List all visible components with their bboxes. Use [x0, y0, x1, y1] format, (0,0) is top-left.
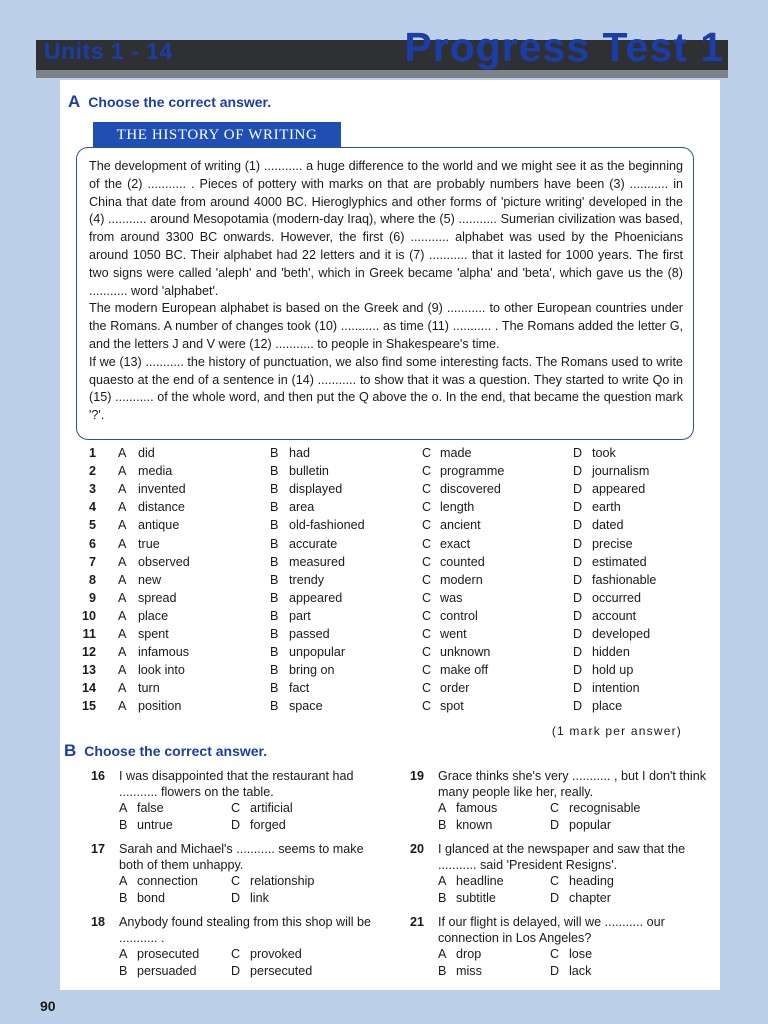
question-options	[438, 946, 708, 980]
option-a[interactable]: observed	[138, 554, 190, 569]
option-a[interactable]: infamous	[138, 645, 190, 660]
question-text: If our flight is delayed, will we ........... our connection in Los Angeles?	[438, 915, 665, 945]
option-letter-a: A	[438, 801, 447, 815]
option-c[interactable]: provoked	[250, 947, 302, 961]
option-letter-a: A	[118, 554, 127, 569]
question-number: 2	[88, 464, 96, 479]
option-row	[76, 464, 696, 482]
option-d[interactable]: hold up	[592, 663, 634, 678]
option-d[interactable]: fashionable	[592, 572, 657, 587]
option-letter-b: B	[270, 446, 279, 460]
option-d[interactable]: popular	[569, 818, 612, 832]
option-letter-d: D	[573, 500, 583, 515]
option-d[interactable]: account	[592, 608, 637, 623]
page-number: 90	[40, 998, 56, 1014]
option-a[interactable]: place	[138, 608, 169, 623]
option-b[interactable]: bulletin	[289, 464, 329, 479]
option-d[interactable]: lack	[569, 964, 592, 978]
question-options	[438, 873, 708, 907]
option-letter-c: C	[422, 464, 432, 479]
question-text: I glanced at the newspaper and saw that the ........... said 'President Resigns'.	[438, 842, 686, 872]
option-letter-c: C	[231, 801, 241, 815]
option-c[interactable]: lose	[569, 947, 593, 961]
option-letter-a: A	[119, 801, 128, 815]
option-letter-b: B	[270, 590, 279, 605]
option-c[interactable]: recognisable	[569, 801, 641, 815]
question-number: 3	[88, 482, 96, 497]
option-row	[76, 573, 696, 591]
marks-note: (1 mark per answer)	[551, 724, 682, 738]
question-number: 20	[409, 842, 424, 856]
passage-paragraph-2: The modern European alphabet is based on the Greek and (9) ........... to other European countries under the Romans. A number of changes took (10) ........... as time (11) ........... . The Romans added the letter G, and the letters J and V were (12) ........... to people in Shakespeare's time.	[89, 301, 683, 351]
option-letter-b: B	[270, 608, 279, 623]
option-b[interactable]: trendy	[289, 572, 325, 587]
question-options	[119, 800, 389, 834]
question-number: 16	[90, 769, 105, 783]
question-number: 10	[81, 608, 96, 623]
option-letter-b: B	[270, 699, 279, 714]
option-b[interactable]: subtitle	[456, 891, 496, 905]
option-letter-b: B	[438, 818, 447, 832]
option-letter-d: D	[573, 446, 583, 460]
option-letter-b: B	[270, 464, 279, 479]
question-item	[90, 768, 389, 834]
section-a-instruction: Choose the correct answer.	[88, 94, 272, 110]
question-item	[409, 914, 708, 980]
option-letter-b: B	[119, 818, 128, 832]
section-a-letter: A	[68, 92, 81, 111]
option-c[interactable]: relationship	[250, 874, 315, 888]
option-letter-a: A	[118, 572, 127, 587]
option-c[interactable]: control	[440, 608, 478, 623]
question-text: Grace thinks she's very ........... , but I don't think many people like her, really.	[438, 769, 706, 799]
option-letter-d: D	[573, 681, 583, 696]
option-row	[76, 591, 696, 609]
option-b[interactable]: miss	[456, 964, 482, 978]
option-letter-b: B	[270, 572, 279, 587]
option-a[interactable]: false	[137, 801, 164, 815]
option-letter-b: B	[270, 663, 279, 678]
option-letter-d: D	[573, 536, 583, 551]
section-b-letter: B	[64, 741, 77, 760]
question-text: Anybody found stealing from this shop will be ........... .	[119, 915, 372, 945]
option-letter-a: A	[119, 874, 128, 888]
option-letter-d: D	[550, 891, 560, 905]
option-letter-c: C	[422, 699, 432, 714]
question-number: 18	[90, 915, 105, 929]
option-letter-c: C	[550, 874, 560, 888]
option-b[interactable]: appeared	[289, 590, 343, 605]
option-b[interactable]: accurate	[289, 536, 338, 551]
option-row	[76, 663, 696, 681]
option-letter-a: A	[118, 464, 127, 479]
option-letter-b: B	[270, 627, 279, 641]
question-number: 7	[88, 554, 96, 569]
option-d[interactable]: intention	[592, 681, 640, 696]
passage-paragraph-1: The development of writing (1) ........... a huge difference to the world and we might see it as the beginning of the (2) ........... . Pieces of pottery with marks on that are probably numbers have been (3) ........... in China that date from around 4000 BC. Hieroglyphics and other forms of 'picture writing' developed in the (4) ........... around Mesopotamia (modern-day Iraq), where the (5) ........... Sumerian civilization was based, from around 3300 BC onwards. However, the first (6) ........... alphabet was used by the Phoenicians around 1050 BC. Their alphabet had 22 letters and it is (7) ........... that it lasted for 1000 years. The first two signs were called 'aleph' and 'beth', which in Greek became 'alpha' and 'beta', which gave us the (8) ........... word 'alphabet'.	[89, 159, 683, 298]
question-number: 6	[88, 536, 96, 551]
section-b-heading	[64, 741, 267, 761]
option-d[interactable]: estimated	[592, 554, 647, 569]
option-a[interactable]: turn	[138, 681, 160, 696]
option-b[interactable]: had	[289, 446, 311, 460]
option-letter-a: A	[118, 536, 127, 551]
question-number: 12	[81, 645, 96, 660]
option-a[interactable]: media	[138, 464, 173, 479]
option-letter-c: C	[422, 627, 432, 641]
question-item	[90, 914, 389, 980]
option-row	[76, 482, 696, 500]
option-letter-c: C	[422, 482, 432, 497]
option-b[interactable]: unpopular	[289, 645, 346, 660]
option-a[interactable]: connection	[137, 874, 198, 888]
option-b[interactable]: passed	[289, 627, 330, 641]
option-a[interactable]: position	[138, 699, 182, 714]
option-d[interactable]: place	[592, 699, 623, 714]
question-number: 4	[88, 500, 96, 515]
question-number: 17	[90, 842, 105, 856]
question-item	[90, 841, 389, 907]
question-number: 9	[88, 590, 96, 605]
option-letter-a: A	[438, 874, 447, 888]
page-title: Progress Test 1	[404, 24, 724, 70]
option-c[interactable]: modern	[440, 572, 483, 587]
option-c[interactable]: was	[440, 590, 463, 605]
option-c[interactable]: counted	[440, 554, 485, 569]
option-row	[76, 446, 696, 464]
option-d[interactable]: occurred	[592, 590, 641, 605]
option-letter-a: A	[118, 518, 127, 533]
option-letter-d: D	[231, 891, 241, 905]
option-a[interactable]: antique	[138, 518, 180, 533]
option-c[interactable]: length	[440, 500, 475, 515]
question-item	[409, 841, 708, 907]
option-d[interactable]: persecuted	[250, 964, 313, 978]
option-letter-a: A	[118, 681, 127, 696]
option-a[interactable]: drop	[456, 947, 482, 961]
option-letter-a: A	[118, 663, 127, 678]
option-letter-c: C	[422, 500, 432, 515]
option-a[interactable]: prosecuted	[137, 947, 200, 961]
option-d[interactable]: journalism	[592, 464, 650, 479]
question-item	[409, 768, 708, 834]
option-row	[76, 681, 696, 699]
option-letter-d: D	[550, 964, 560, 978]
option-d[interactable]: chapter	[569, 891, 612, 905]
option-a[interactable]: famous	[456, 801, 498, 815]
question-number: 15	[81, 699, 96, 714]
option-letter-d: D	[550, 818, 560, 832]
option-c[interactable]: exact	[440, 536, 471, 551]
option-letter-c: C	[550, 801, 560, 815]
option-row	[76, 699, 696, 717]
option-b[interactable]: bring on	[289, 663, 335, 678]
option-d[interactable]: link	[250, 891, 269, 905]
question-number: 11	[82, 627, 96, 641]
option-c[interactable]: order	[440, 681, 470, 696]
option-letter-a: A	[118, 482, 127, 497]
option-row	[76, 645, 696, 663]
option-c[interactable]: ancient	[440, 518, 481, 533]
option-letter-a: A	[118, 699, 127, 714]
option-letter-a: A	[119, 947, 128, 961]
units-label: Units 1 - 14	[44, 38, 173, 64]
option-letter-d: D	[573, 590, 583, 605]
option-b[interactable]: displayed	[289, 482, 343, 497]
option-a[interactable]: distance	[138, 500, 185, 515]
question-number: 21	[409, 915, 424, 929]
option-letter-a: A	[438, 947, 447, 961]
option-letter-d: D	[573, 645, 583, 660]
option-d[interactable]: precise	[592, 536, 633, 551]
option-c[interactable]: artificial	[250, 801, 293, 815]
option-d[interactable]: developed	[592, 627, 651, 641]
option-a[interactable]: invented	[138, 482, 186, 497]
option-row	[76, 537, 696, 555]
option-c[interactable]: went	[440, 627, 467, 641]
option-b[interactable]: space	[289, 699, 323, 714]
option-letter-a: A	[118, 590, 127, 605]
option-letter-a: A	[118, 645, 127, 660]
passage-title: THE HISTORY OF WRITING	[93, 122, 341, 148]
option-letter-c: C	[550, 947, 560, 961]
option-letter-d: D	[573, 572, 583, 587]
option-letter-d: D	[573, 608, 583, 623]
option-letter-a: A	[118, 446, 127, 460]
question-number: 5	[88, 518, 96, 533]
question-text: Sarah and Michael's ........... seems to make both of them unhappy.	[119, 842, 364, 872]
option-a[interactable]: look into	[138, 663, 185, 678]
option-letter-d: D	[573, 554, 583, 569]
section-a-heading	[68, 92, 271, 112]
option-a[interactable]: new	[138, 572, 162, 587]
option-letter-b: B	[270, 681, 279, 696]
option-c[interactable]: programme	[440, 464, 505, 479]
option-b[interactable]: bond	[137, 891, 166, 905]
option-row	[76, 609, 696, 627]
option-letter-d: D	[231, 818, 241, 832]
option-d[interactable]: appeared	[592, 482, 646, 497]
option-letter-d: D	[573, 663, 583, 678]
option-b[interactable]: untrue	[137, 818, 173, 832]
question-text: I was disappointed that the restaurant had ........... flowers on the table.	[119, 769, 354, 799]
option-letter-c: C	[231, 874, 241, 888]
option-letter-a: A	[118, 608, 127, 623]
option-letter-d: D	[573, 699, 583, 714]
option-letter-c: C	[422, 590, 432, 605]
option-letter-d: D	[573, 518, 583, 533]
question-options	[438, 800, 708, 834]
option-d[interactable]: took	[592, 446, 616, 460]
option-d[interactable]: earth	[592, 500, 621, 515]
question-number: 8	[88, 572, 96, 587]
option-d[interactable]: dated	[592, 518, 624, 533]
question-number: 1	[88, 446, 96, 460]
passage-paragraph-3: If we (13) ........... the history of punctuation, we also find some interesting facts. The Romans used to write quaesto at the end of a sentence in (14) ........... to show that it was a question. They started to write Qo in (15) ........... of the whole word, and then put the Q above the o. In the end, that became the question mark '?'.	[89, 354, 683, 423]
option-d[interactable]: forged	[250, 818, 286, 832]
question-number: 19	[409, 769, 424, 783]
question-options	[119, 873, 389, 907]
option-b[interactable]: old-fashioned	[289, 518, 365, 533]
option-letter-b: B	[119, 964, 128, 978]
option-letter-b: B	[270, 554, 279, 569]
option-row	[76, 500, 696, 518]
option-b[interactable]: measured	[289, 554, 346, 569]
question-options	[119, 946, 389, 980]
option-letter-c: C	[422, 536, 432, 551]
option-b[interactable]: part	[289, 608, 311, 623]
option-letter-c: C	[422, 681, 432, 696]
option-letter-c: C	[231, 947, 241, 961]
option-a[interactable]: did	[138, 446, 155, 460]
option-b[interactable]: known	[456, 818, 493, 832]
question-number: 13	[81, 663, 96, 678]
option-row	[76, 627, 696, 645]
option-row	[76, 555, 696, 573]
option-letter-c: C	[422, 663, 432, 678]
option-letter-c: C	[422, 608, 432, 623]
option-letter-b: B	[270, 500, 279, 515]
option-letter-a: A	[118, 627, 127, 641]
option-letter-c: C	[422, 572, 432, 587]
option-letter-b: B	[438, 891, 447, 905]
option-letter-d: D	[573, 627, 583, 641]
option-letter-b: B	[438, 964, 447, 978]
option-a[interactable]: true	[138, 536, 160, 551]
option-letter-b: B	[270, 645, 279, 660]
option-c[interactable]: unknown	[440, 645, 491, 660]
option-c[interactable]: make off	[440, 663, 489, 678]
option-row	[76, 518, 696, 536]
option-b[interactable]: area	[289, 500, 315, 515]
passage-box	[76, 147, 694, 440]
option-a[interactable]: headline	[456, 874, 504, 888]
option-letter-b: B	[270, 536, 279, 551]
option-letter-a: A	[118, 500, 127, 515]
option-letter-d: D	[231, 964, 241, 978]
option-d[interactable]: hidden	[592, 645, 630, 660]
section-b-instruction: Choose the correct answer.	[84, 743, 268, 759]
option-c[interactable]: discovered	[440, 482, 501, 497]
option-b[interactable]: fact	[289, 681, 310, 696]
option-letter-d: D	[573, 464, 583, 479]
option-letter-c: C	[422, 446, 432, 460]
option-a[interactable]: spent	[138, 627, 169, 641]
option-c[interactable]: made	[440, 446, 472, 460]
question-number: 14	[81, 681, 96, 696]
option-b[interactable]: persuaded	[137, 964, 197, 978]
option-letter-c: C	[422, 518, 432, 533]
option-letter-b: B	[270, 482, 279, 497]
option-letter-c: C	[422, 554, 432, 569]
option-letter-d: D	[573, 482, 583, 497]
option-c[interactable]: heading	[569, 874, 614, 888]
option-letter-b: B	[270, 518, 279, 533]
option-c[interactable]: spot	[440, 699, 464, 714]
option-a[interactable]: spread	[138, 590, 177, 605]
option-letter-c: C	[422, 645, 432, 660]
option-letter-b: B	[119, 891, 128, 905]
